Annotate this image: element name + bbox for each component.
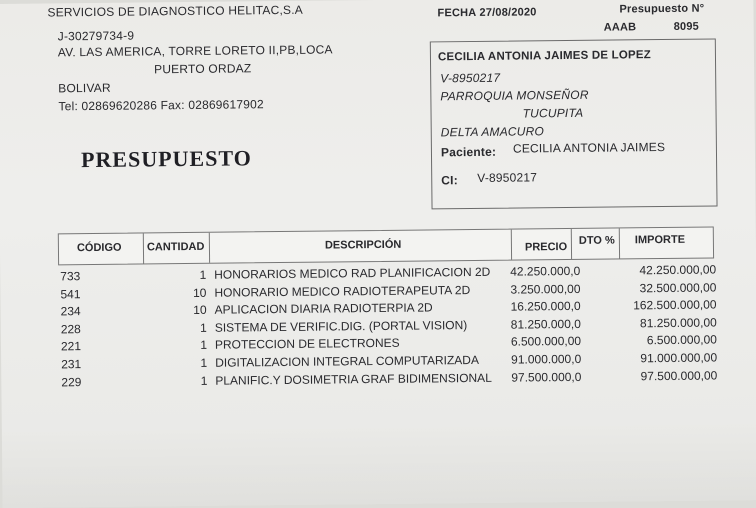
presupuesto-number: 8095 bbox=[673, 20, 700, 33]
header-codigo: CÓDIGO bbox=[76, 241, 122, 255]
column-divider bbox=[209, 233, 210, 263]
row-importe: 81.250.000,00 bbox=[639, 315, 717, 331]
company-rif: J-30279734-9 bbox=[57, 28, 135, 44]
row-descripcion: APLICACION DIARIA RADIOTERPIA 2D bbox=[214, 300, 433, 317]
row-importe: 162.500.000,00 bbox=[633, 297, 717, 313]
paciente-value: CECILIA ANTONIA JAIMES bbox=[512, 139, 666, 156]
row-cantidad: 1 bbox=[200, 338, 208, 353]
company-phones: Tel: 02869620286 Fax: 02869617902 bbox=[58, 97, 264, 114]
row-precio: 3.250.000,00 bbox=[510, 281, 581, 297]
presupuesto-number-label: Presupuesto N° bbox=[619, 2, 705, 16]
row-descripcion: PLANIFIC.Y DOSIMETRIA GRAF BIDIMENSIONAL bbox=[215, 370, 492, 388]
row-cantidad: 10 bbox=[193, 302, 207, 318]
row-codigo: 231 bbox=[61, 357, 82, 372]
items-table-header bbox=[58, 226, 714, 265]
client-town: TUCUPITA bbox=[522, 105, 584, 121]
row-importe: 97.500.000,00 bbox=[640, 368, 718, 383]
document-title: PRESUPUESTO bbox=[80, 145, 252, 173]
row-descripcion: SISTEMA DE VERIFIC.DIG. (PORTAL VISION) bbox=[214, 317, 468, 335]
row-descripcion: HONORARIO MEDICO RADIOTERAPEUTA 2D bbox=[214, 282, 471, 300]
row-precio: 81.250.000,0 bbox=[510, 316, 581, 332]
row-cantidad: 10 bbox=[192, 285, 207, 300]
row-descripcion: DIGITALIZACION INTEGRAL COMPUTARIZADA bbox=[215, 352, 480, 370]
ci-label: CI: bbox=[441, 173, 458, 188]
company-address: AV. LAS AMERICA, TORRE LORETO II,PB,LOCA bbox=[57, 42, 333, 60]
paciente-label: Paciente: bbox=[440, 144, 497, 160]
row-codigo: 228 bbox=[60, 321, 81, 337]
row-importe: 32.500.000,00 bbox=[639, 280, 717, 295]
client-box bbox=[430, 38, 718, 209]
row-precio: 42.250.000,0 bbox=[510, 263, 581, 279]
column-divider bbox=[511, 230, 512, 260]
company-name: SERVICIOS DE DIAGNOSTICO HELITAC,S.A bbox=[47, 2, 304, 20]
row-precio: 97.500.000,0 bbox=[511, 369, 582, 385]
row-codigo: 229 bbox=[61, 374, 82, 389]
row-precio: 6.500.000,00 bbox=[510, 334, 582, 350]
row-codigo: 733 bbox=[60, 269, 81, 284]
row-codigo: 234 bbox=[60, 304, 81, 319]
company-state: BOLIVAR bbox=[58, 80, 111, 96]
company-city: PUERTO ORDAZ bbox=[154, 61, 252, 77]
row-importe: 6.500.000,00 bbox=[646, 332, 718, 348]
row-descripcion: PROTECCION DE ELECTRONES bbox=[214, 336, 400, 353]
header-descripcion: DESCRIPCIÓN bbox=[324, 238, 402, 252]
row-cantidad: 1 bbox=[200, 355, 208, 370]
header-precio: PRECIO bbox=[524, 241, 568, 254]
client-name: CECILIA ANTONIA JAIMES DE LOPEZ bbox=[437, 49, 652, 64]
column-divider bbox=[619, 228, 620, 258]
row-cantidad: 1 bbox=[200, 320, 207, 335]
column-divider bbox=[571, 229, 572, 259]
presupuesto-series: AAAB bbox=[603, 21, 637, 34]
row-cantidad: 1 bbox=[199, 267, 207, 282]
header-dto: DTO % bbox=[578, 234, 615, 247]
fecha-label: FECHA bbox=[437, 6, 477, 20]
header-importe: IMPORTE bbox=[634, 233, 686, 247]
page-shadow bbox=[2, 420, 756, 508]
row-codigo: 221 bbox=[60, 339, 82, 354]
column-divider bbox=[143, 233, 144, 263]
row-cantidad: 1 bbox=[200, 373, 208, 388]
client-id: V-8950217 bbox=[440, 70, 501, 86]
client-parish: PARROQUIA MONSEÑOR bbox=[440, 87, 589, 104]
fecha-value: 27/08/2020 bbox=[479, 6, 537, 19]
row-codigo: 541 bbox=[60, 286, 81, 301]
header-cantidad: CANTIDAD bbox=[146, 240, 205, 254]
row-precio: 16.250.000,0 bbox=[510, 299, 581, 314]
row-descripcion: HONORARIOS MEDICO RAD PLANIFICACION 2D bbox=[214, 264, 491, 282]
row-importe: 42.250.000,00 bbox=[639, 262, 717, 278]
row-precio: 91.000.000,0 bbox=[511, 351, 582, 367]
client-state: DELTA AMACURO bbox=[440, 124, 545, 140]
ci-value: V-8950217 bbox=[477, 170, 538, 185]
row-importe: 91.000.000,00 bbox=[640, 350, 718, 366]
